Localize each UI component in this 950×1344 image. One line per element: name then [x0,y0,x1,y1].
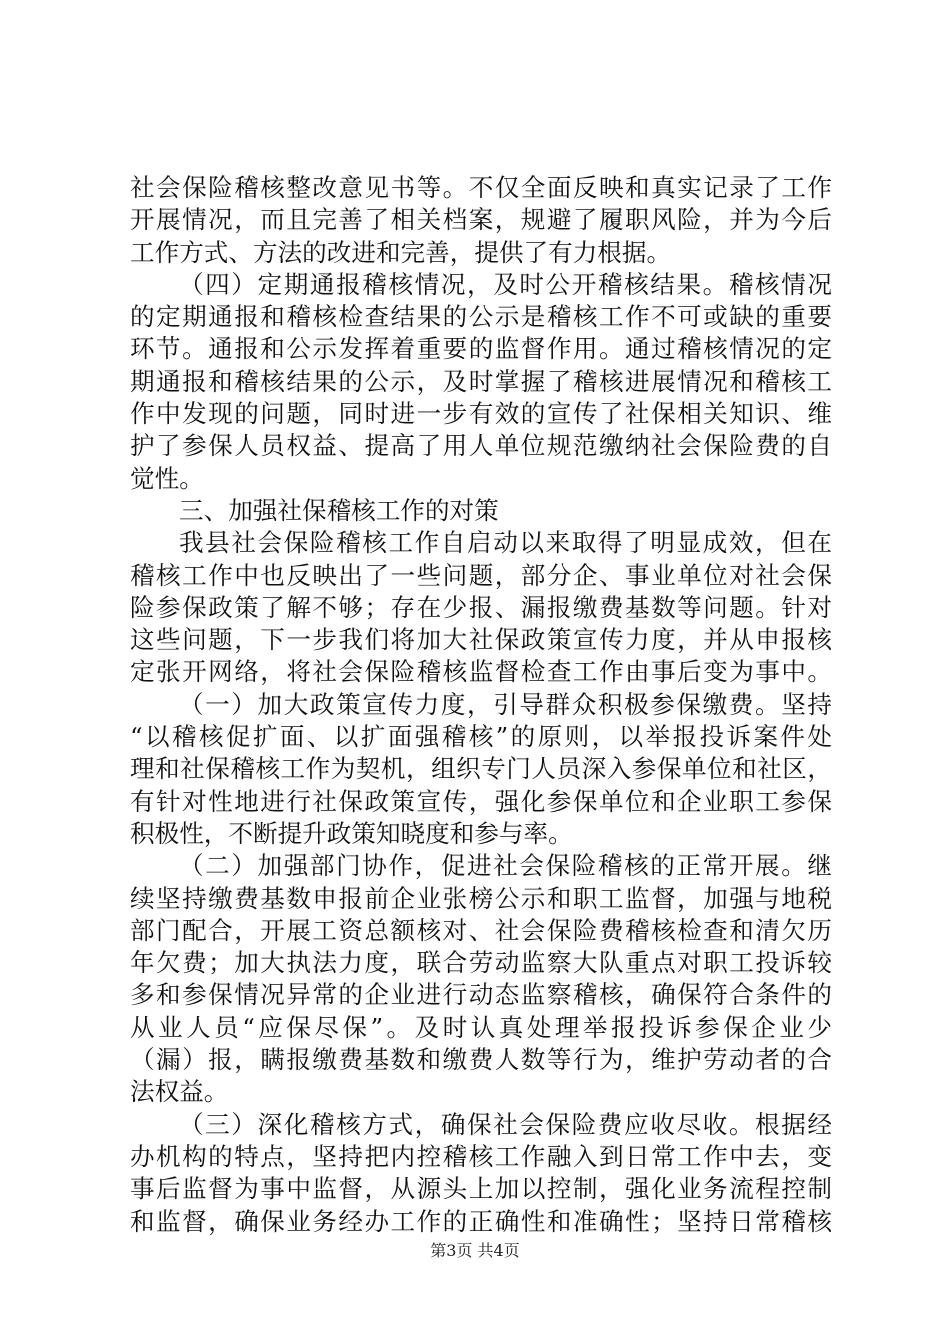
text-line: 有针对性地进行社保政策宣传，强化参保单位和企业职工参保 [130,786,832,816]
text-line: 续坚持缴费基数申报前企业张榜公示和职工监督，加强与地税 [130,883,832,913]
text-line: 办机构的特点，坚持把内控稽核工作融入到日常工作中去，变 [130,1141,832,1171]
text-line: 环节。通报和公示发挥着重要的监督作用。通过稽核情况的定 [130,334,832,364]
text-line: （二）加强部门协作，促进社会保险稽核的正常开展。继 [179,851,832,881]
text-line: 稽核工作中也反映出了一些问题，部分企、事业单位对社会保 [130,560,832,590]
text-line: 三、加强社保稽核工作的对策 [179,495,499,525]
text-line: 事后监督为事中监督，从源头上加以控制，强化业务流程控制 [130,1174,832,1204]
text-line: 期通报和稽核结果的公示，及时掌握了稽核进展情况和稽核工 [130,366,832,396]
text-line: （四）定期通报稽核情况，及时公开稽核结果。稽核情况 [179,269,832,299]
text-line: 我县社会保险稽核工作自启动以来取得了明显成效，但在 [179,528,832,558]
text-line: 年欠费；加大执法力度，联合劳动监察大队重点对职工投诉较 [130,948,832,978]
text-line: 社会保险稽核整改意见书等。不仅全面反映和真实记录了工作 [130,173,832,202]
text-line: （漏）报，瞒报缴费基数和缴费人数等行为，维护劳动者的合 [130,1045,832,1075]
text-line: 理和社保稽核工作为契机，组织专门人员深入参保单位和社区， [130,754,832,784]
page-number-label: 第3页 共4页 [430,1241,520,1260]
text-line: 护了参保人员权益、提高了用人单位规范缴纳社会保险费的自 [130,431,832,461]
text-line: 开展情况，而且完善了相关档案，规避了履职风险，并为今后 [130,205,832,235]
text-line: 积极性，不断提升政策知晓度和参与率。 [130,818,573,848]
page-footer [0,1241,950,1261]
text-line: 和监督，确保业务经办工作的正确性和准确性；坚持日常稽核 [130,1206,832,1236]
text-line: 定张开网络，将社会保险稽核监督检查工作由事后变为事中。 [130,657,832,687]
text-line: 从业人员“应保尽保”。及时认真处理举报投诉参保企业少 [130,1012,832,1042]
text-line: （一）加大政策宣传力度，引导群众积极参保缴费。坚持 [179,689,832,719]
document-body [130,172,832,1238]
text-line: 多和参保情况异常的企业进行动态监察稽核，确保符合条件的 [130,980,832,1010]
text-line: 觉性。 [130,463,204,493]
text-line: 险参保政策了解不够；存在少报、漏报缴费基数等问题。针对 [130,592,832,622]
text-line: 部门配合，开展工资总额核对、社会保险费稽核检查和清欠历 [130,915,832,945]
text-line: “以稽核促扩面、以扩面强稽核”的原则，以举报投诉案件处 [130,722,832,752]
text-line: 作中发现的问题，同时进一步有效的宣传了社保相关知识、维 [130,399,832,429]
text-line: 这些问题，下一步我们将加大社保政策宣传力度，并从申报核 [130,625,832,655]
text-line: 工作方式、方法的改进和完善，提供了有力根据。 [130,237,672,267]
text-line: 法权益。 [130,1077,229,1107]
text-line: （三）深化稽核方式，确保社会保险费应收尽收。根据经 [179,1109,832,1139]
text-line: 的定期通报和稽核检查结果的公示是稽核工作不可或缺的重要 [130,302,832,332]
